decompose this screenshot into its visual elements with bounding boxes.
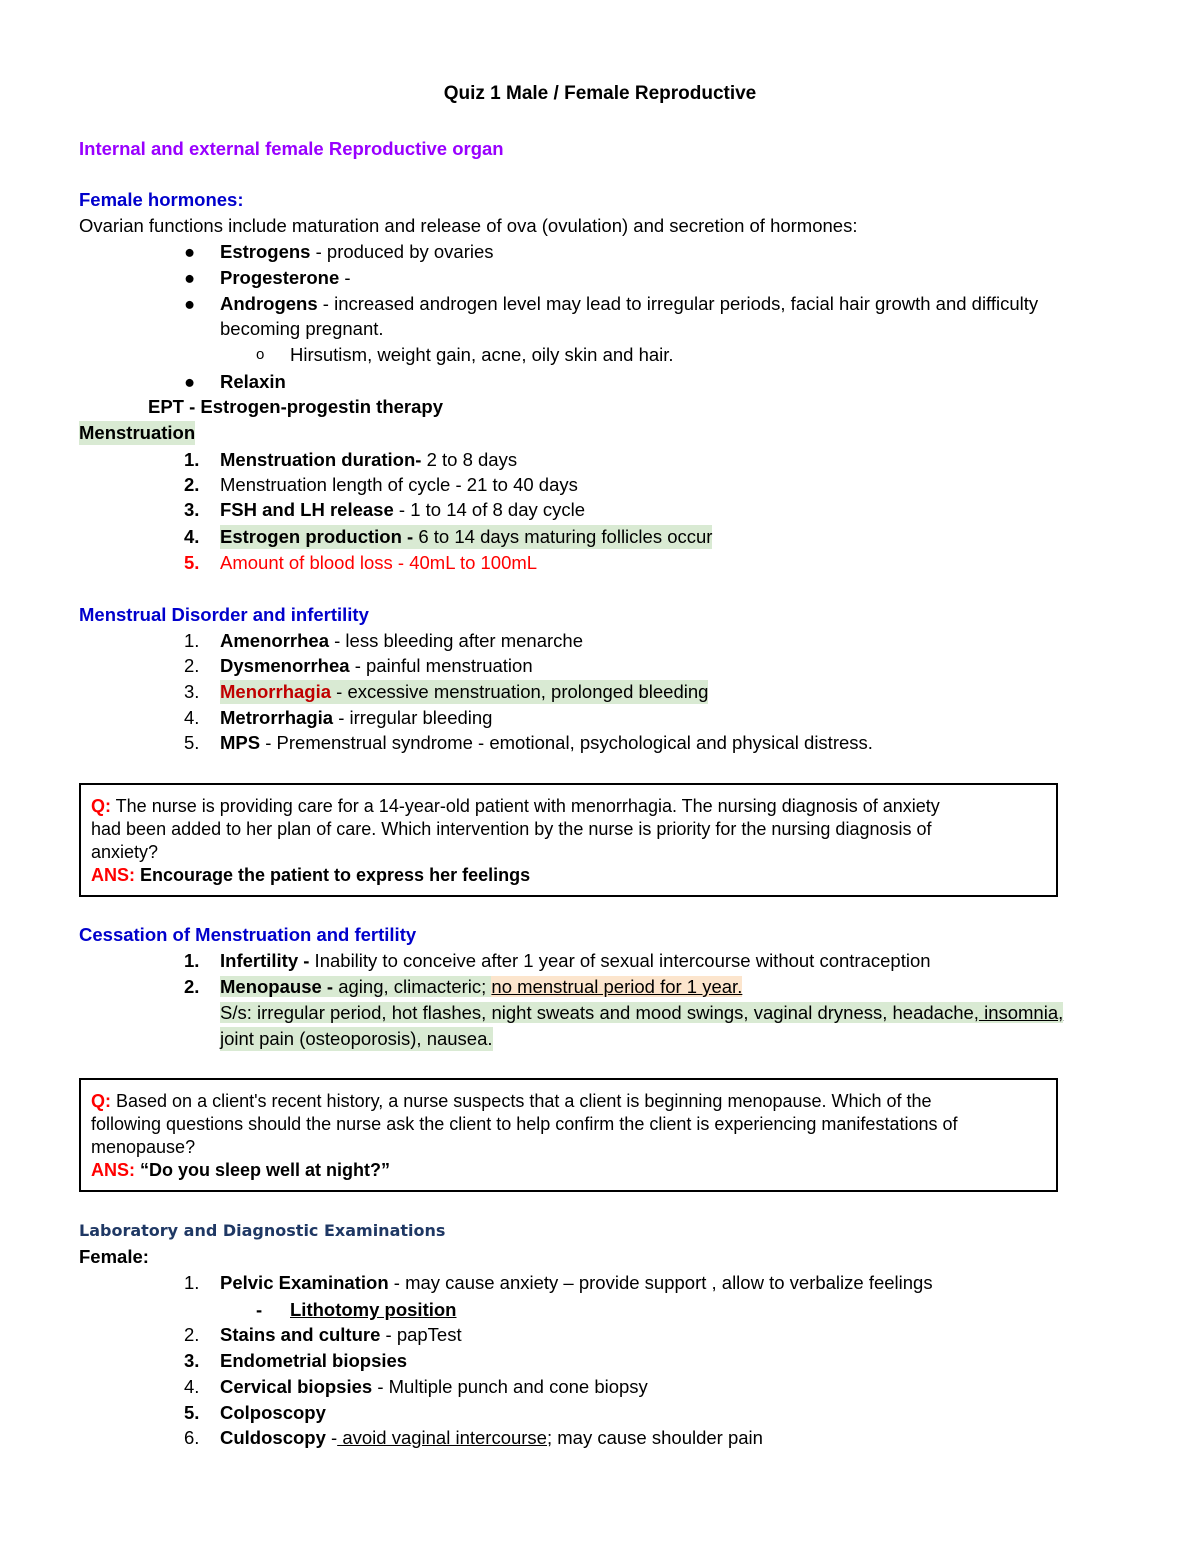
item-desc: 6 to 14 days maturing follicles occur (413, 526, 713, 547)
hormone-desc: - (339, 267, 351, 288)
hollow-bullet-icon: o (256, 346, 265, 363)
bullet-icon: ● (184, 267, 196, 288)
answer-text: Encourage the patient to express her feelings (135, 865, 531, 885)
item-desc: aging, climacteric; (333, 976, 492, 997)
item-underlined-text: no menstrual period for 1 year. (491, 976, 743, 997)
list-item (220, 629, 583, 653)
question-label: Q: (91, 796, 111, 816)
ept-line: EPT - Estrogen-progestin therapy (148, 396, 444, 417)
question-line: anxiety? (91, 842, 159, 862)
hormone-item (220, 292, 1038, 316)
list-item: Amount of blood loss - 40mL to 100mL (220, 552, 538, 573)
item-term: Menstruation duration- (220, 449, 422, 470)
symptoms-text: S/s: irregular period, hot flashes, night sweats and mood swings, vaginal dryness, headache, (220, 1002, 979, 1023)
hormone-item (220, 266, 351, 290)
item-term: Infertility - (220, 950, 310, 971)
hormone-term: Androgens (220, 293, 318, 314)
answer-line (91, 864, 1046, 887)
section-heading-hormones: Female hormones: (79, 189, 244, 210)
item-term: Cervical biopsies (220, 1376, 373, 1397)
list-number: 5. (184, 552, 200, 573)
list-number: 3. (184, 1350, 200, 1371)
question-text: Based on a client's recent history, a nurse suspects that a client is beginning menopause. Which of the (111, 1091, 932, 1111)
item-term: MPS (220, 732, 261, 753)
list-item (220, 1323, 462, 1347)
list-item (220, 498, 585, 522)
list-item: Menstruation length of cycle - 21 to 40 days (220, 474, 578, 495)
item-term: Menopause - (220, 976, 334, 997)
list-item (220, 525, 712, 549)
item-term: Menorrhagia (220, 681, 332, 702)
item-term: Amenorrhea (220, 630, 329, 651)
item-term: Pelvic Examination (220, 1272, 389, 1293)
section-heading-internal: Internal and external female Reproductive organ (79, 138, 504, 159)
item-term: Estrogen production - (220, 526, 414, 547)
item-desc: - less bleeding after menarche (328, 630, 583, 651)
bullet-icon: ● (184, 371, 196, 392)
answer-label: ANS: (91, 1160, 135, 1180)
item-desc: ; may cause shoulder pain (546, 1427, 763, 1448)
list-item (220, 654, 533, 678)
hormone-term: Progesterone (220, 267, 340, 288)
question-box-1 (79, 783, 1058, 897)
hormone-term: Estrogens (220, 241, 311, 262)
list-number: 5. (184, 732, 200, 753)
item-term: Culdoscopy (220, 1427, 326, 1448)
hormone-desc: - produced by ovaries (310, 241, 494, 262)
list-number: 2. (184, 976, 200, 997)
item-term: Metrorrhagia (220, 707, 334, 728)
item-desc: - Multiple punch and cone biopsy (372, 1376, 648, 1397)
list-item (220, 731, 873, 755)
hormone-item (220, 240, 494, 264)
answer-line (91, 1159, 1046, 1182)
question-line (91, 1090, 1046, 1113)
item-underlined-text: avoid vaginal intercourse (337, 1427, 547, 1448)
question-line (91, 795, 1046, 818)
item-desc: - excessive menstruation, prolonged bleeding (331, 681, 709, 702)
symptoms-line: joint pain (osteoporosis), nausea. (220, 1028, 493, 1049)
item-desc: - Premenstrual syndrome - emotional, psychological and physical distress. (260, 732, 873, 753)
question-box-2 (79, 1078, 1058, 1192)
hormone-desc: - increased androgen level may lead to irregular periods, facial hair growth and difficulty (317, 293, 1039, 314)
list-item: Colposcopy (220, 1402, 326, 1423)
list-number: 4. (184, 707, 200, 728)
list-number: 3. (184, 681, 200, 702)
list-item (220, 706, 492, 730)
question-line: had been added to her plan of care. Which intervention by the nurse is priority for the nursing diagnosis of (91, 819, 932, 839)
list-item: Endometrial biopsies (220, 1350, 408, 1371)
list-number: 1. (184, 449, 200, 470)
list-item (220, 949, 931, 973)
list-number: 1. (184, 950, 200, 971)
item-term: FSH and LH release (220, 499, 394, 520)
question-text: The nurse is providing care for a 14-year-old patient with menorrhagia. The nursing diagnosis of anxiety (111, 796, 940, 816)
item-desc: - may cause anxiety – provide support , allow to verbalize feelings (388, 1272, 933, 1293)
item-desc: Inability to conceive after 1 year of sexual intercourse without contraception (309, 950, 931, 971)
item-term: Stains and culture (220, 1324, 381, 1345)
item-desc: - painful menstruation (349, 655, 533, 676)
labs-subheading: Female: (79, 1246, 149, 1267)
dash-bullet: - (256, 1299, 263, 1320)
item-desc: 2 to 8 days (421, 449, 518, 470)
list-number: 2. (184, 1324, 200, 1345)
page-title: Quiz 1 Male / Female Reproductive (443, 83, 757, 104)
list-item (220, 448, 517, 472)
list-number: 4. (184, 526, 200, 547)
list-number: 1. (184, 630, 200, 651)
item-desc: - (325, 1427, 338, 1448)
symptoms-line (220, 1001, 1063, 1025)
list-item (220, 680, 708, 704)
section-heading-disorders: Menstrual Disorder and infertility (79, 604, 369, 625)
bullet-icon: ● (184, 293, 196, 314)
hormones-intro: Ovarian functions include maturation and release of ova (ovulation) and secretion of hormones: (79, 215, 858, 236)
hormone-desc-continued: becoming pregnant. (220, 318, 384, 339)
item-desc: - papTest (380, 1324, 462, 1345)
list-number: 1. (184, 1272, 200, 1293)
item-term: Dysmenorrhea (220, 655, 350, 676)
section-heading-cessation: Cessation of Menstruation and fertility (79, 924, 417, 945)
list-item (220, 1271, 933, 1295)
question-line: following questions should the nurse ask the client to help confirm the client is experiencing manifestations of (91, 1114, 958, 1134)
question-label: Q: (91, 1091, 111, 1111)
list-number: 6. (184, 1427, 200, 1448)
hormone-term: Relaxin (220, 371, 286, 392)
list-number: 5. (184, 1402, 200, 1423)
list-item (220, 975, 742, 999)
lab-sub-item: Lithotomy position (290, 1299, 457, 1320)
answer-label: ANS: (91, 865, 135, 885)
item-desc: - 1 to 14 of 8 day cycle (393, 499, 586, 520)
list-item (220, 1375, 648, 1399)
list-number: 2. (184, 474, 200, 495)
answer-text: “Do you sleep well at night?” (135, 1160, 391, 1180)
list-number: 3. (184, 499, 200, 520)
section-heading-menstruation: Menstruation (79, 422, 196, 443)
section-heading-labs: Laboratory and Diagnostic Examinations (79, 1221, 446, 1240)
list-item (220, 1426, 763, 1450)
hormone-sub-item: Hirsutism, weight gain, acne, oily skin and hair. (290, 344, 674, 365)
symptoms-underlined-text: insomnia, (978, 1002, 1064, 1023)
list-number: 2. (184, 655, 200, 676)
list-number: 4. (184, 1376, 200, 1397)
bullet-icon: ● (184, 241, 196, 262)
question-line: menopause? (91, 1137, 196, 1157)
item-desc: - irregular bleeding (333, 707, 493, 728)
